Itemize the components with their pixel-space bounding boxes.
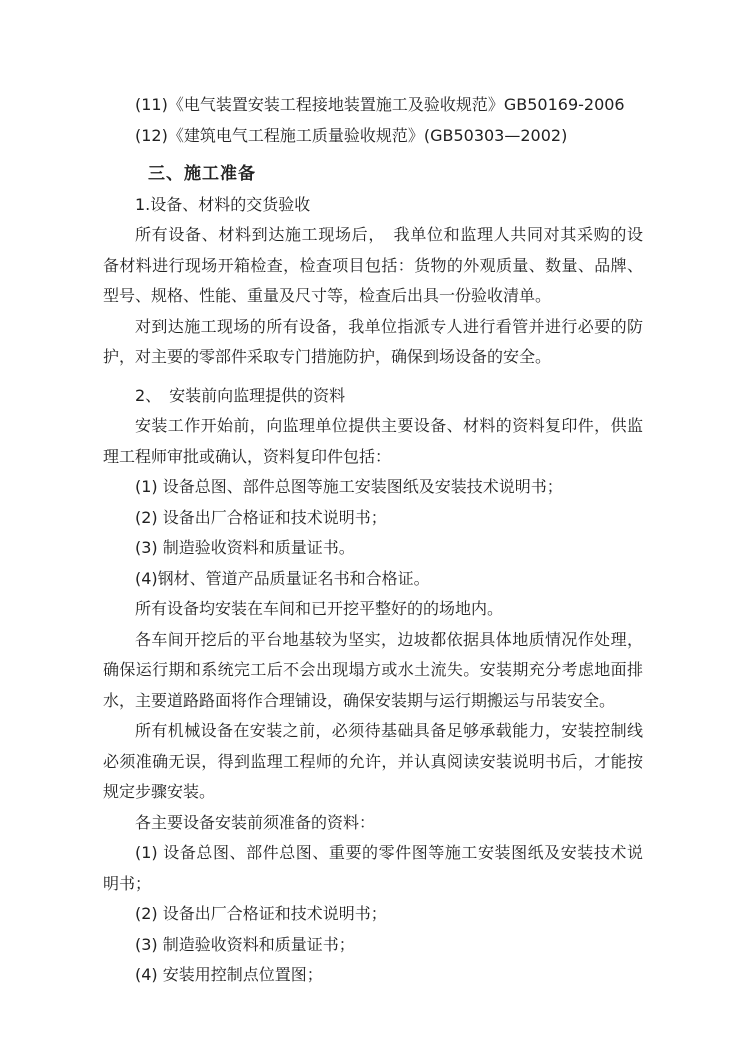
document-text-block — [103, 90, 643, 991]
reference-item: (11)《电气装置安装工程接地装置施工及验收规范》GB50169-2006 — [135, 95, 625, 114]
paragraph-line: 所有机械设备在安装之前，必须待基础具备足够承载能力，安装控制线 — [135, 721, 643, 740]
subsection-title: 2、 安装前向监理提供的资料 — [135, 385, 346, 405]
list-item: (3) 制造验收资料和质量证书。 — [135, 538, 355, 557]
paragraph-line: 确保运行期和系统完工后不会出现塌方或水土流失。安装期充分考虑地面排 — [103, 660, 643, 679]
list-item: (4)钢材、管道产品质量证名书和合格证。 — [135, 568, 430, 588]
list-item-continuation: 明书； — [103, 873, 152, 893]
paragraph-line: 备材料进行现场开箱检查，检查项目包括：货物的外观质量、数量、品牌、 — [103, 255, 643, 275]
paragraph-line: 护，对主要的零部件采取专门措施防护，确保到场设备的安全。 — [103, 347, 552, 366]
paragraph-line: 对到达施工现场的所有设备，我单位指派专人进行看管并进行必要的防 — [135, 316, 643, 336]
paragraph-line: 各主要设备安装前须准备的资料： — [135, 812, 376, 832]
paragraph-line: 规定步骤安装。 — [103, 782, 216, 801]
paragraph-line: 理工程师审批或确认，资料复印件包括： — [103, 446, 392, 466]
list-item: (2) 设备出厂合格证和技术说明书； — [135, 904, 387, 923]
section-heading: 三、施工准备 — [148, 164, 256, 184]
reference-item: (12)《建筑电气工程施工质量验收规范》(GB50303—2002) — [135, 125, 568, 145]
paragraph-line: 型号、规格、性能、重量及尺寸等，检查后出具一份验收清单。 — [103, 286, 552, 305]
paragraph-line: 水，主要道路路面将作合理铺设，确保安装期与运行期搬运与吊装安全。 — [103, 690, 616, 710]
paragraph-line: 必须准确无误，得到监理工程师的允许，并认真阅读安装说明书后，才能按 — [103, 751, 643, 771]
list-item: (1) 设备总图、部件总图、重要的零件图等施工安装图纸及安装技术说 — [135, 843, 643, 862]
subsection-title: 1.设备、材料的交货验收 — [135, 194, 311, 214]
paragraph-line: 各车间开挖后的平台地基较为坚实，边坡都依据具体地质情况作处理， — [135, 629, 643, 649]
paragraph-line: 所有设备、材料到达施工现场后， 我单位和监理人共同对其采购的设 — [135, 225, 643, 244]
list-item: (3) 制造验收资料和质量证书； — [135, 934, 355, 954]
paragraph-line: 所有设备均安装在车间和已开挖平整好的的场地内。 — [135, 599, 504, 618]
paragraph-line: 安装工作开始前，向监理单位提供主要设备、材料的资料复印件，供监 — [135, 416, 643, 435]
list-item: (1) 设备总图、部件总图等施工安装图纸及安装技术说明书； — [135, 477, 563, 496]
list-item: (4) 安装用控制点位置图； — [135, 965, 323, 984]
list-item: (2) 设备出厂合格证和技术说明书； — [135, 507, 387, 527]
